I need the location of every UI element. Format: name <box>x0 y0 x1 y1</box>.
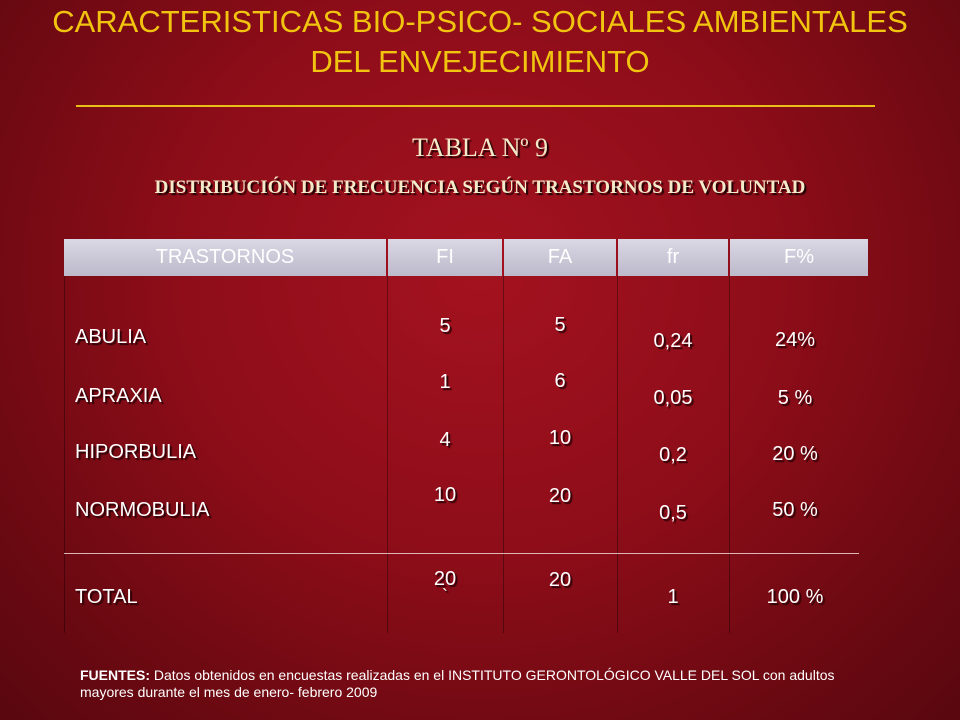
cell-trastorno: HIPORBULIA <box>75 441 197 463</box>
header-fi: FI <box>388 239 502 276</box>
cell-fi: 1 <box>439 371 451 393</box>
cell-fi: 4 <box>439 429 451 451</box>
slide-title-line1: CARACTERISTICAS BIO-PSICO- SOCIALES AMBIENTALES <box>52 4 908 39</box>
header-fr: fr <box>618 239 728 276</box>
slide-title <box>0 2 960 82</box>
cell-fi: 5 <box>439 315 451 337</box>
cell-fi: 10 <box>433 484 457 506</box>
cell-fa: 10 <box>548 427 572 449</box>
cell-fp: 24% <box>774 329 816 351</box>
header-fp: F% <box>730 239 868 276</box>
title-divider <box>76 105 875 107</box>
slide-title-line2: DEL ENVEJECIMIENTO <box>310 44 650 79</box>
cell-fr: 0,24 <box>653 330 693 352</box>
cell-total-fi: 20 <box>433 568 457 590</box>
cell-total-label: TOTAL <box>75 586 138 608</box>
cell-fp: 5 % <box>777 387 813 409</box>
footnote-label: FUENTES: <box>80 667 150 683</box>
source-footnote <box>80 667 870 701</box>
cell-trastorno: NORMOBULIA <box>75 499 210 521</box>
cell-fp: 50 % <box>772 499 818 521</box>
footnote-text: Datos obtenidos en encuestas realizadas en el INSTITUTO GERONTOLÓGICO VALLE DEL SOL con adultos mayores durante el mes de enero- febrero 2009 <box>80 667 835 700</box>
cell-fp: 20 % <box>772 443 818 465</box>
cell-total-fa: 20 <box>548 569 572 591</box>
cell-trastorno: ABULIA <box>75 326 147 348</box>
cell-total-fp: 100 % <box>766 586 824 608</box>
cell-fa: 5 <box>554 314 566 336</box>
cell-fr: 0,2 <box>659 444 687 466</box>
cell-fr: 0,05 <box>653 387 693 409</box>
frequency-table <box>64 239 868 633</box>
cell-fr: 0,5 <box>659 502 687 524</box>
header-fa: FA <box>504 239 616 276</box>
cell-fa: 20 <box>548 485 572 507</box>
column-divider <box>64 276 65 633</box>
table-title: TABLA Nº 9 <box>412 133 548 162</box>
cell-total-fr: 1 <box>667 586 679 608</box>
total-separator <box>64 553 859 554</box>
table-subtitle: DISTRIBUCIÓN DE FRECUENCIA SEGÚN TRASTORNOS DE VOLUNTAD <box>154 177 806 198</box>
cell-total-fi-mark: ` <box>442 586 448 606</box>
cell-trastorno: APRAXIA <box>75 385 162 407</box>
header-trastornos: TRASTORNOS <box>64 239 386 276</box>
table-header-row <box>64 239 868 276</box>
cell-fa: 6 <box>554 370 566 392</box>
